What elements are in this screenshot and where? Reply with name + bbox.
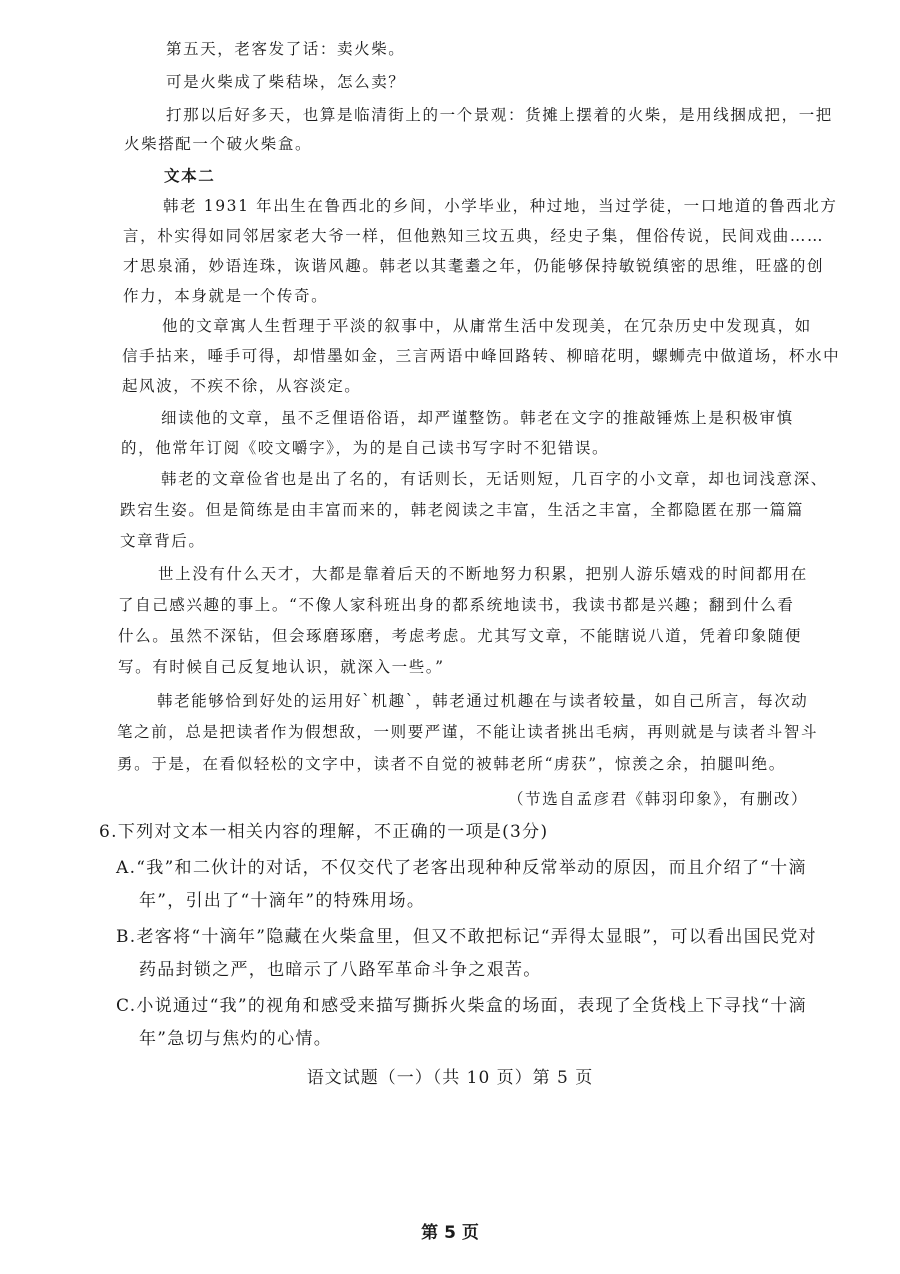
body-line: 什么。虽然不深钻，但会琢磨琢磨，考虑考虑。尤其写文章，不能瞎说八道，凭着印象随便 [118,627,803,645]
option-b: B.老客将“十滴年”隐藏在火柴盒里，但又不敢把标记“弄得太显眼”，可以看出国民党对 [116,927,817,947]
body-line: 细读他的文章，虽不乏俚语俗语，却严谨整饬。韩老在文字的推敲锤炼上是积极审慎 [161,409,794,427]
body-line: 信手拈来，唾手可得，却惜墨如金，三言两语中峰回路转、柳暗花明，螺蛳壳中做道场，杯水中 [122,347,841,365]
body-line: 言，朴实得如同邻居家老大爷一样，但他熟知三坟五典，经史子集，俚俗传说，民间戏曲…… [123,227,825,245]
body-line: 跌宕生姿。但是简练是由丰富而来的，韩老阅读之丰富，生活之丰富，全都隐匿在那一篇篇 [120,501,805,519]
option-a-continued: 年”，引出了“十滴年”的特殊用场。 [139,891,426,911]
body-line: 韩老 1931 年出生在鲁西北的乡间，小学毕业，种过地，当过学徒，一口地道的鲁西北方 [163,197,838,215]
body-line: 的，他常年订阅《咬文嚼字》，为的是自己读书写字时不犯错误。 [121,439,610,457]
page-number: 第 5 页 [421,1223,479,1243]
body-line: 勇。于是，在看似轻松的文字中，读者不自觉的被韩老所“虏获”，惊羡之余，拍腿叫绝。 [117,755,786,773]
source-note: （节选自孟彦君《韩羽印象》，有删改） [508,790,809,808]
body-line: 起风波，不疾不徐，从容淡定。 [122,377,362,395]
body-line: 笔之前，总是把读者作为假想敌，一则要严谨，不能让读者挑出毛病，再则就是与读者斗智斗 [117,723,819,741]
option-c-continued: 年”急切与焦灼的心情。 [139,1029,332,1049]
body-line: 世上没有什么天才，大都是靠着后天的不断地努力积累，把别人游乐嬉戏的时间都用在 [158,565,808,583]
body-line: 才思泉涌，妙语连珠，诙谐风趣。韩老以其耄耋之年，仍能够保持敏锐缜密的思维，旺盛的创 [123,257,825,275]
body-line: 可是火柴成了柴秸垛，怎么卖？ [166,73,406,91]
option-b-continued: 药品封锁之严，也暗示了八路军革命斗争之艰苦。 [139,960,542,980]
page-footer: 语文试题（一）（共 10 页）第 5 页 [306,1068,594,1088]
body-line: 文章背后。 [120,532,206,550]
body-line: 第五天，老客发了话：卖火柴。 [166,40,406,58]
body-line: 韩老的文章俭省也是出了名的，有话则长，无话则短，几百字的小文章，却也词浅意深、 [161,470,828,488]
body-line: 了自己感兴趣的事上。“不像人家科班出身的都系统地读书，我读书都是兴趣；翻到什么看 [118,596,795,614]
body-line: 火柴搭配一个破火柴盒。 [124,135,313,153]
body-line: 作力，本身就是一个传奇。 [123,287,329,305]
body-line: 写。有时候自己反复地认识，就深入一些。” [118,658,445,676]
body-line: 打那以后好多天，也算是临清街上的一个景观：货摊上摆着的火柴，是用线捆成把，一把 [166,106,833,124]
question-stem: 6.下列对文本一相关内容的理解，不正确的一项是(3分) [99,822,549,842]
section-heading: 文本二 [164,166,216,185]
body-line: 韩老能够恰到好处的运用好`机趣`，韩老通过机趣在与读者较量，如自己所言，每次动 [157,692,809,710]
body-line: 他的文章寓人生哲理于平淡的叙事中，从庸常生活中发现美，在冗杂历史中发现真，如 [162,317,812,335]
option-c: C.小说通过“我”的视角和感受来描写撕拆火柴盒的场面，表现了全货栈上下寻找“十滴 [116,996,807,1016]
option-a: A.“我”和二伙计的对话，不仅交代了老客出现种种反常举动的原因，而且介绍了“十滴 [116,858,807,878]
